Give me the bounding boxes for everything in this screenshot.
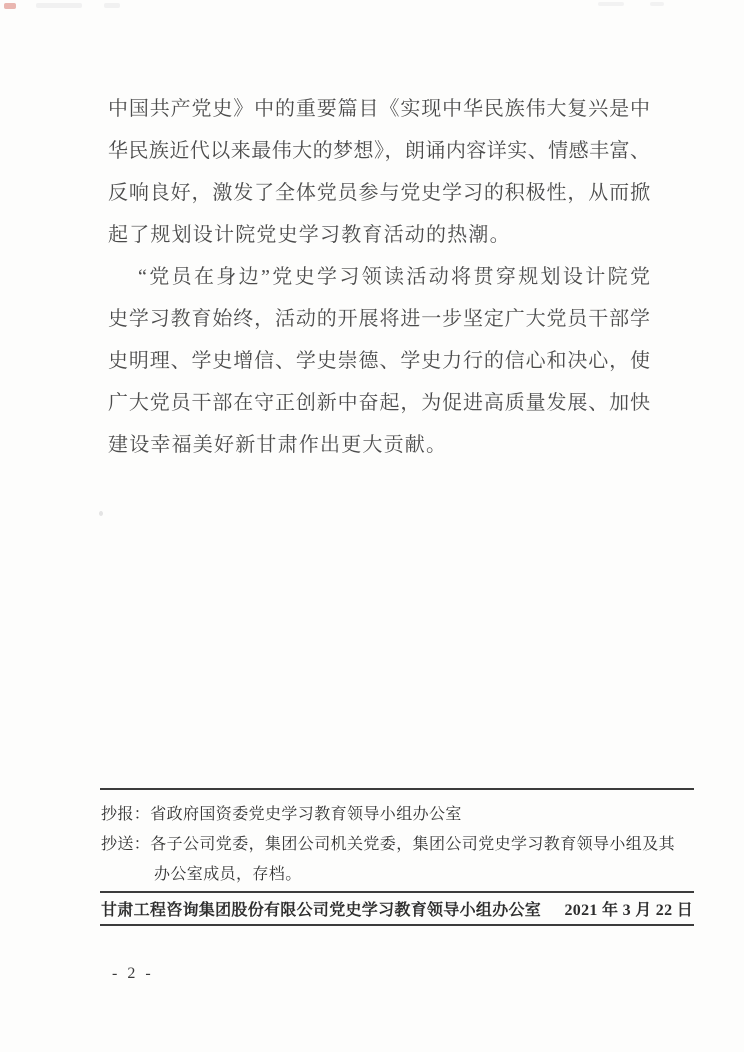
copy-send-value: 各子公司党委，集团公司机关党委，集团公司党史学习教育领导小组及其 xyxy=(150,836,676,853)
issue-date: 2021 年 3 月 22 日 xyxy=(564,901,693,919)
horizontal-rule-top xyxy=(100,788,694,790)
paragraph-1 xyxy=(108,88,650,256)
horizontal-rule-bottom xyxy=(100,924,694,926)
copy-report-value: 省政府国资委党史学习教育领导小组办公室 xyxy=(150,806,462,823)
scan-artifact xyxy=(36,3,82,8)
copy-report-label: 抄报： xyxy=(101,806,151,823)
scan-artifact-red xyxy=(4,3,16,9)
scan-artifact xyxy=(650,2,664,6)
body-line: “党员在身边”党史学习领读活动将贯穿规划设计院党 xyxy=(138,266,650,288)
copy-send-value-continued: 办公室成员，存档。 xyxy=(154,866,302,883)
body-line: 反响良好，激发了全体党员参与党史学习的积极性，从而掀 xyxy=(108,182,650,204)
body-line: 华民族近代以来最伟大的梦想》，朗诵内容详实、情感丰富、 xyxy=(108,140,650,162)
page-number: - 2 - xyxy=(112,965,154,982)
body-line: 史学习教育始终，活动的开展将进一步坚定广大党员干部学 xyxy=(108,308,650,330)
copy-send-label: 抄送： xyxy=(101,836,151,853)
scan-artifact xyxy=(99,511,103,516)
footer-distribution-block xyxy=(101,800,695,890)
copy-send-row xyxy=(101,830,695,860)
paragraph-2 xyxy=(108,256,650,466)
body-line: 史明理、学史增信、学史崇德、学史力行的信心和决心，使 xyxy=(108,350,650,372)
issuer-row xyxy=(101,894,693,922)
scan-artifact xyxy=(598,2,624,6)
scan-artifact xyxy=(104,3,120,8)
body-line: 中国共产党史》中的重要篇目《实现中华民族伟大复兴是中 xyxy=(108,98,650,120)
copy-report-row xyxy=(101,800,695,830)
issuing-office: 甘肃工程咨询集团股份有限公司党史学习教育领导小组办公室 xyxy=(101,901,542,919)
copy-send-continuation-row xyxy=(101,860,695,890)
body-line: 建设幸福美好新甘肃作出更大贡献。 xyxy=(108,434,448,456)
body-text xyxy=(108,88,650,466)
body-line: 广大党员干部在守正创新中奋起，为促进高质量发展、加快 xyxy=(108,392,650,414)
body-line: 起了规划设计院党史学习教育活动的热潮。 xyxy=(108,224,511,246)
horizontal-rule-middle xyxy=(100,891,694,893)
